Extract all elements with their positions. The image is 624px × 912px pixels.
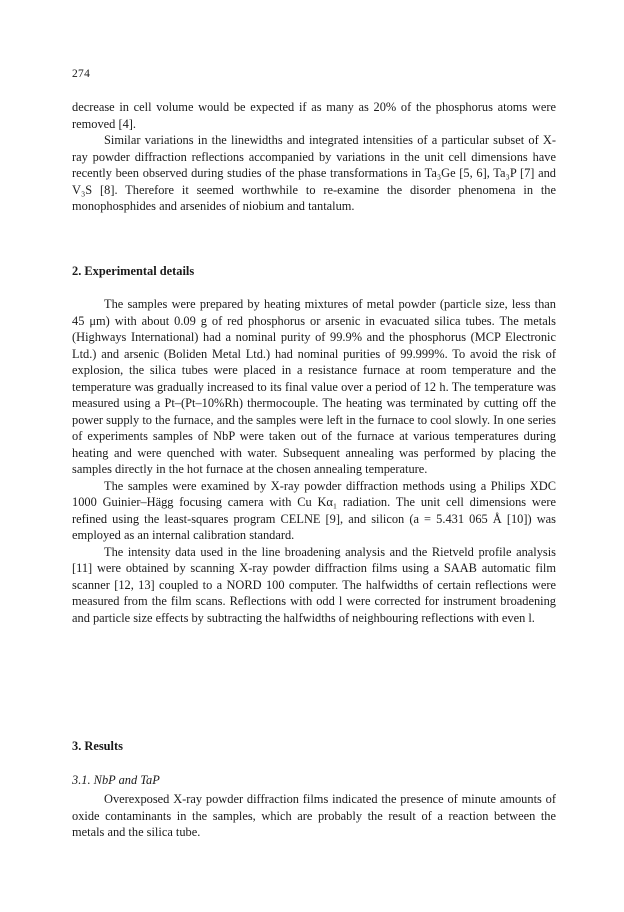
- results-paragraph-1: Overexposed X-ray powder diffraction films indicated the presence of minute amounts of oxide contaminants in the samples, which are probably the result of a reaction between the metals and the silica tube.: [72, 792, 556, 839]
- intro-text: [72, 99, 556, 215]
- section-heading-experimental: 2. Experimental details: [72, 264, 195, 278]
- intro-paragraph-2: Similar variations in the linewidths and integrated intensities of a particular subset of X-ray powder diffraction reflections accompanied by variations in the unit cell dimensions have recently been observed during studies of the phase transformations in Ta₃Ge [5, 6], Ta₃P [7] and V₃S [8]. Therefore it seemed worthwhile to re-examine the disorder phenomena in the monophosphides and arsenides of niobium and tantalum.: [72, 133, 556, 213]
- experimental-paragraph-3: The intensity data used in the line broadening analysis and the Rietveld profile analysis [11] were obtained by scanning X-ray powder diffraction films using a SAAB automatic film scanner [12, 13] coupled to a NORD 100 computer. The halfwidths of certain reflections were measured from the film scans. Reflections with odd l were corrected for instrument broadening and particle size effects by subtracting the halfwidths of neighbouring reflections with even l.: [72, 544, 556, 625]
- experimental-text: [72, 296, 556, 626]
- subsection-heading-nbp-tap: 3.1. NbP and TaP: [72, 773, 160, 787]
- intro-paragraph-1: decrease in cell volume would be expected if as many as 20% of the phosphorus atoms were removed [4].: [72, 100, 556, 131]
- experimental-paragraph-1: The samples were prepared by heating mixtures of metal powder (particle size, less than 45 μm) with about 0.09 g of red phosphorus or arsenic in evacuated silica tubes. The metals (Highways International) had a nominal purity of 99.9% and the phosphorus (MCP Electronic Ltd.) and arsenic (Boliden Metal Ltd.) had nominal purities of 99.999%. To avoid the risk of explosion, the silica tubes were placed in a resistance furnace at room temperature and the temperature was gradually increased to its final value over a period of 12 h. The temperature was measured using a Pt–(Pt–10%Rh) thermocouple. The heating was terminated by cutting off the power supply to the furnace, and the samples were left in the furnace to cool slowly. In one series of experiments samples of NbP were taken out of the furnace at various temperatures during heating and were quenched with water. Subsequent annealing was performed by placing the samples directly in the hot furnace at the chosen annealing temperature.: [72, 297, 556, 476]
- page-number: 274: [72, 68, 91, 80]
- results-text: [72, 791, 556, 841]
- section-heading-results: 3. Results: [72, 739, 123, 753]
- experimental-paragraph-2: The samples were examined by X-ray powder diffraction methods using a Philips XDC 1000 Guinier–Hägg focusing camera with Cu Kα₁ radiation. The unit cell dimensions were refined using the least-squares program CELNE [9], and silicon (a = 5.431 065 Å [10]) was employed as an internal calibration standard.: [72, 478, 556, 542]
